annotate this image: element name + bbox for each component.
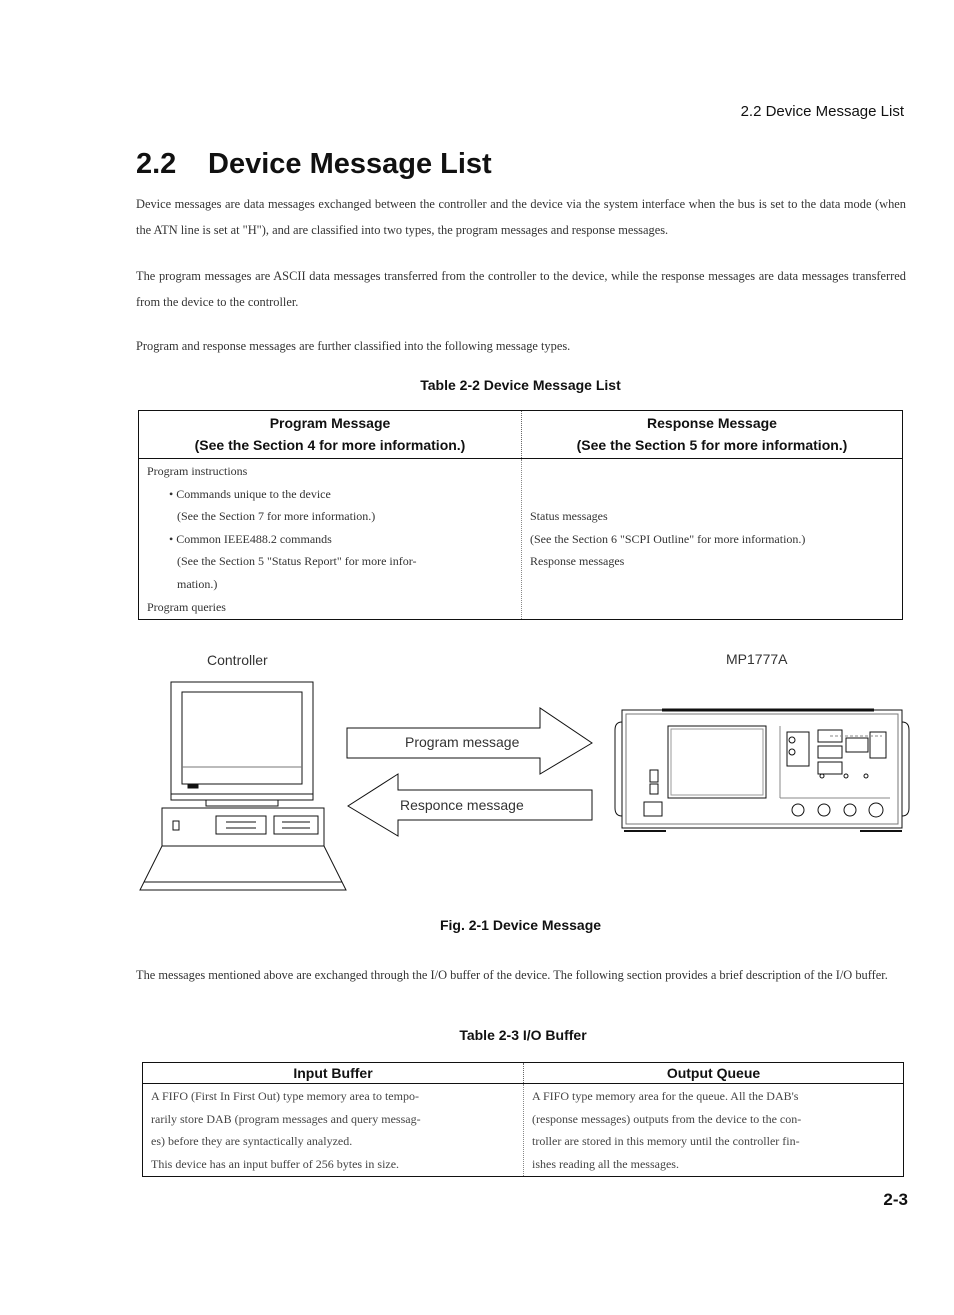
device-message-table xyxy=(138,410,903,620)
table-line xyxy=(530,596,894,619)
figure-caption: Fig. 2-1 Device Message xyxy=(439,917,602,933)
paragraph-intro: Device messages are data messages exchanged between the controller and the device via the system interface when the bus is set to the data mode (when the ATN line is set at "H"), and are classified into two types, the program messages and response messages. xyxy=(136,197,906,237)
io-buffer-table xyxy=(142,1062,904,1177)
table-line: • Common IEEE488.2 commands xyxy=(169,531,332,546)
table-line xyxy=(530,483,894,506)
response-message-title: Response Message xyxy=(647,415,777,431)
computer-unit-icon xyxy=(162,808,324,846)
table-line: Response messages xyxy=(530,554,625,569)
paragraph-classification: Program and response messages are further classified into the following message types. xyxy=(136,339,571,353)
response-message-reference: (See the Section 5 for more information.) xyxy=(576,437,848,453)
table-line xyxy=(530,573,894,596)
paragraph-io-buffer: The messages mentioned above are exchanged through the I/O buffer of the device. The following section provides a brief description of the I/O buffer. xyxy=(136,968,888,982)
table-line: Program instructions xyxy=(147,464,248,478)
keyboard-icon xyxy=(140,846,346,890)
table-line: ishes reading all the messages. xyxy=(532,1156,679,1171)
output-queue-cell xyxy=(524,1084,904,1177)
input-buffer-cell xyxy=(143,1084,524,1177)
table-line: A FIFO (First In First Out) type memory area to tempo- xyxy=(151,1089,419,1103)
table-line: (response messages) outputs from the device to the con- xyxy=(532,1111,802,1126)
program-message-cell xyxy=(139,459,522,620)
table-line xyxy=(530,460,894,483)
running-header: 2.2 Device Message List xyxy=(740,103,904,120)
table-line: es) before they are syntactically analyzed. xyxy=(151,1134,353,1148)
table-line: • Commands unique to the device xyxy=(169,486,331,501)
response-message-header xyxy=(522,411,903,459)
table-line: (See the Section 6 "SCPI Outline" for more information.) xyxy=(530,531,806,546)
mp1777a-device-icon xyxy=(615,710,909,831)
section-number: 2.2 xyxy=(136,148,177,180)
table-line: Status messages xyxy=(530,509,608,524)
table-2-2-caption: Table 2-2 Device Message List xyxy=(420,377,621,393)
table-line: rarily store DAB (program messages and query messag- xyxy=(151,1111,421,1126)
program-message-reference: (See the Section 4 for more information.) xyxy=(194,437,466,453)
controller-label: Controller xyxy=(207,652,268,668)
paragraph-program-response: The program messages are ASCII data messages transferred from the controller to the device, while the response messages are data messages transferred from the device to the controller. xyxy=(136,269,906,309)
section-heading xyxy=(136,148,492,181)
input-buffer-header: Input Buffer xyxy=(143,1063,524,1084)
response-message-label: Responce message xyxy=(400,797,524,813)
output-queue-header: Output Queue xyxy=(524,1063,904,1084)
program-message-label: Program message xyxy=(405,734,520,750)
device-label: MP1777A xyxy=(726,651,788,667)
page-number: 2-3 xyxy=(883,1190,908,1209)
computer-monitor-icon xyxy=(171,682,313,806)
table-line: Program queries xyxy=(147,599,226,614)
table-line: (See the Section 7 for more information.) xyxy=(177,509,376,524)
table-2-3-caption: Table 2-3 I/O Buffer xyxy=(459,1027,587,1043)
section-title: Device Message List xyxy=(208,148,492,180)
table-line: A FIFO type memory area for the queue. All the DAB's xyxy=(532,1089,799,1103)
table-line: troller are stored in this memory until the controller fin- xyxy=(532,1134,800,1148)
table-line: (See the Section 5 "Status Report" for more infor- xyxy=(177,554,417,569)
table-line: This device has an input buffer of 256 bytes in size. xyxy=(151,1156,400,1171)
program-message-header xyxy=(139,411,522,459)
response-message-cell xyxy=(522,459,903,620)
program-message-title: Program Message xyxy=(269,415,391,431)
table-line: mation.) xyxy=(177,576,218,591)
device-message-diagram xyxy=(130,670,920,900)
